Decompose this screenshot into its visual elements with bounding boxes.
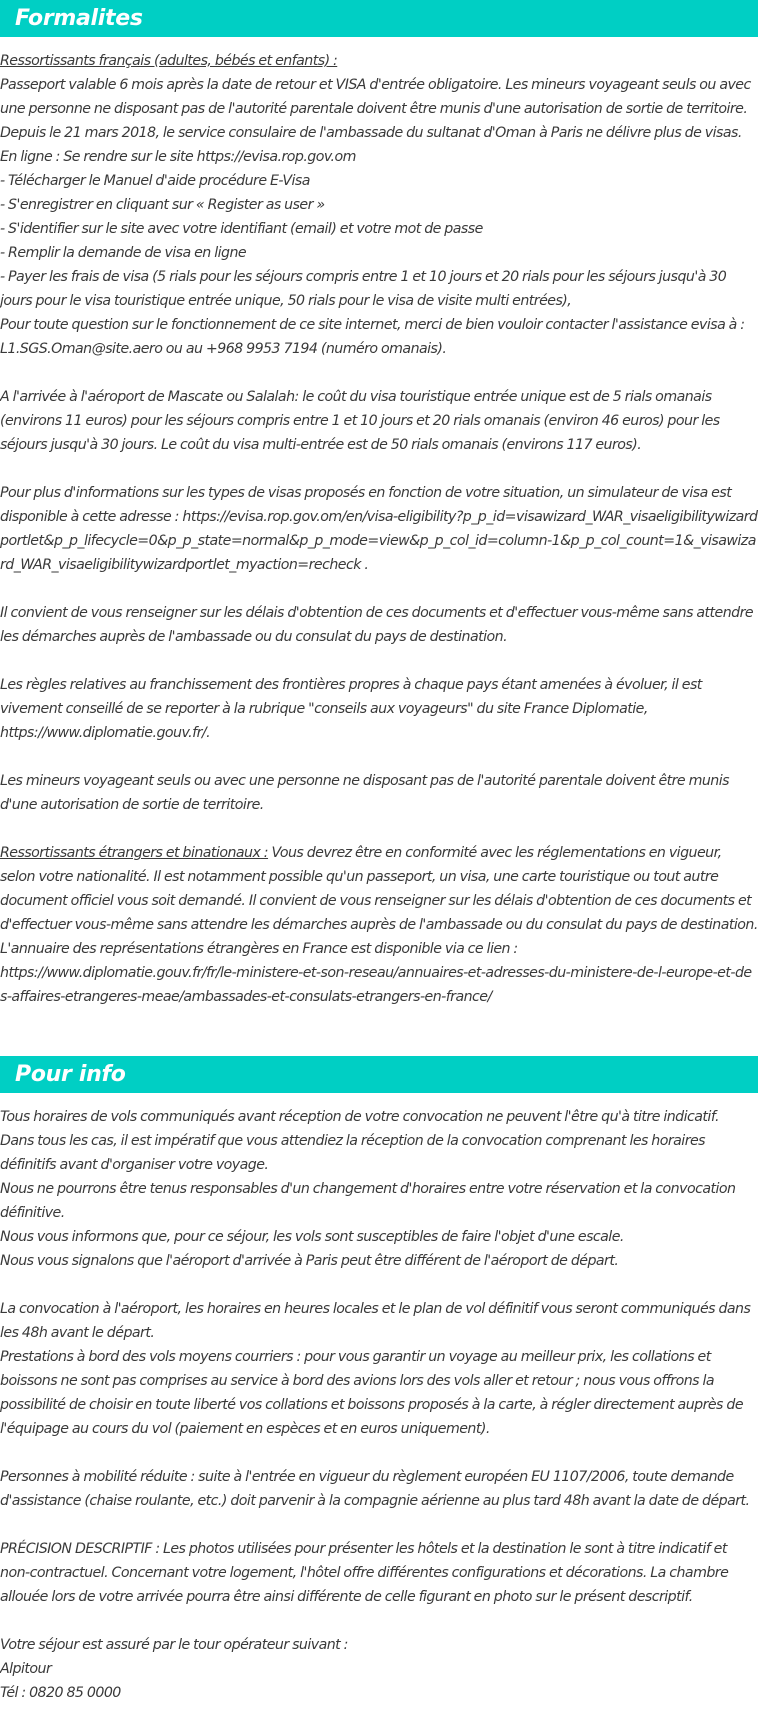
description-precision: PRÉCISION DESCRIPTIF : Les photos utilisées pour présenter les hôtels et la destination le sont à titre indicatif et non-contractuel. Concernant votre logement, l'hôtel offre différentes configurations et décorations. La chambre allouée lors de votre arrivée pourra être ainsi différente de celle figurant en photo sur le présent descriptif.	[0, 1541, 729, 1605]
arrival-visa-cost: A l'arrivée à l'aéroport de Mascate ou Salalah: le coût du visa touristique entrée unique est de 5 rials omanais (environs 11 euros) pour les séjours compris entre 1 et 10 jours et 20 rials omanais (environ 46 euros) pour les séjours jusqu'à 30 jours. Le coût du visa multi-entrée est de 50 rials omanais (environs 117 euros).	[0, 389, 720, 453]
visa-simulator-link[interactable]: https://evisa.rop.gov.om/en/visa-eligibility?p_p_id=visawizard_WAR_visaeligibilitywizardportlet&p_p_lifecycle=0&p_p_state=normal&p_p_mode=view&p_p_col_id=column-1&p_p_col_count=1&_visawizard_WAR_visaeligibilitywizardportlet_myaction=recheck .	[0, 509, 758, 573]
passport-requirement: Passeport valable 6 mois après la date de retour et VISA d'entrée obligatoire. Les mineurs voyageant seuls ou avec une personne ne disposant pas de l'autorité parentale doivent être munis d'une autorisation de sortie de territoire.	[0, 77, 751, 117]
operator-phone: Tél : 0820 85 0000	[0, 1685, 121, 1701]
consulate-notice: Depuis le 21 mars 2018, le service consulaire de l'ambassade du sultanat d'Oman à Paris ne délivre plus de visas.	[0, 125, 742, 141]
formalites-title: Formalites	[15, 6, 143, 31]
flight-times-indicative: Tous horaires de vols communiqués avant réception de votre convocation ne peuvent l'être qu'à titre indicatif.	[0, 1109, 719, 1125]
step-login: - S'identifier sur le site avec votre identifiant (email) et votre mot de passe	[0, 221, 483, 237]
convocation-48h: La convocation à l'aéroport, les horaires en heures locales et le plan de vol définitif vous seront communiqués dans les 48h avant le départ.	[0, 1301, 751, 1341]
step-pay-fees: - Payer les frais de visa (5 rials pour les séjours compris entre 1 et 10 jours et 20 rials pour les séjours jusqu'à 30 jours pour le visa touristique entrée unique, 50 rials pour le visa de visite multi entrées),	[0, 269, 727, 309]
delays-notice: Il convient de vous renseigner sur les délais d'obtention de ces documents et d'effectuer vous-même sans attendre les démarches auprès de l'ambassade ou du consulat du pays de destination.	[0, 605, 754, 645]
arrival-airport-notice: Nous vous signalons que l'aéroport d'arrivée à Paris peut être différent de l'aéroport de départ.	[0, 1253, 619, 1269]
formalites-header	[0, 0, 758, 37]
step-fill-request: - Remplir la demande de visa en ligne	[0, 245, 247, 261]
visa-simulator-text: Pour plus d'informations sur les types de visas proposés en fonction de votre situation, un simulateur de visa est disponible à cette adresse :	[0, 485, 732, 525]
annuaire-text: L'annuaire des représentations étrangères en France est disponible via ce lien :	[0, 941, 518, 957]
minors-notice: Les mineurs voyageant seuls ou avec une personne ne disposant pas de l'autorité parentale doivent être munis d'une autorisation de sortie de territoire.	[0, 773, 729, 813]
await-convocation: Dans tous les cas, il est impératif que vous attendiez la réception de la convocation comprenant les horaires définitifs avant d'organiser votre voyage.	[0, 1133, 706, 1173]
stopover-notice: Nous vous informons que, pour ce séjour, les vols sont susceptibles de faire l'objet d'une escale.	[0, 1229, 624, 1245]
evisa-contact: Pour toute question sur le fonctionnement de ce site internet, merci de bien vouloir contacter l'assistance evisa à : L1.SGS.Oman@site.aero ou au +968 9953 7194 (numéro omanais).	[0, 317, 745, 357]
foreign-nationals-paragraph	[0, 841, 758, 937]
online-instruction: En ligne : Se rendre sur le site https://evisa.rop.gov.om	[0, 149, 356, 165]
operator-name: Alpitour	[0, 1661, 52, 1677]
onboard-services: Prestations à bord des vols moyens courriers : pour vous garantir un voyage au meilleur prix, les collations et boissons ne sont pas comprises au service à bord des avions lors des vols aller et retour ; nous vous offrons la possibilité de choisir en toute liberté vos collations et boissons proposés à la carte, à régler directement auprès de l'équipage au cours du vol (paiement en espèces et en euros uniquement).	[0, 1349, 743, 1437]
french-nationals-label: Ressortissants français (adultes, bébés et enfants) :	[0, 53, 338, 69]
foreign-nationals-label: Ressortissants étrangers et binationaux :	[0, 845, 269, 861]
border-rules-notice: Les règles relatives au franchissement des frontières propres à chaque pays étant amenées à évoluer, il est vivement conseillé de se reporter à la rubrique "conseils aux voyageurs" du site France Diplomatie, https://www.diplomatie.gouv.fr/.	[0, 677, 702, 741]
step-download-manual: - Télécharger le Manuel d'aide procédure E-Visa	[0, 173, 310, 189]
schedule-change-liability: Nous ne pourrons être tenus responsables d'un changement d'horaires entre votre réservation et la convocation définitive.	[0, 1181, 736, 1221]
pour-info-header	[0, 1056, 758, 1093]
visa-simulator-paragraph	[0, 481, 758, 577]
foreign-nationals-text: Vous devrez être en conformité avec les réglementations en vigueur, selon votre nationalité. Il est notamment possible qu'un passeport, un visa, une carte touristique ou tout autre document officiel vous soit demandé. Il convient de vous renseigner sur les délais d'obtention de ces documents et d'effectuer vous-même sans attendre les démarches auprès de l'ambassade ou du consulat du pays de destination.	[0, 845, 758, 933]
formalites-body	[0, 37, 758, 1009]
pour-info-title: Pour info	[15, 1062, 126, 1087]
reduced-mobility-notice: Personnes à mobilité réduite : suite à l'entrée en vigueur du règlement européen EU 1107/2006, toute demande d'assistance (chaise roulante, etc.) doit parvenir à la compagnie aérienne au plus tard 48h avant la date de départ.	[0, 1469, 750, 1509]
annuaire-link[interactable]: https://www.diplomatie.gouv.fr/fr/le-ministere-et-son-reseau/annuaires-et-adresses-du-ministere-de-l-europe-et-des-affaires-etrangeres-meae/ambassades-et-consulats-etrangers-en-france/	[0, 965, 752, 1005]
operator-intro: Votre séjour est assuré par le tour opérateur suivant :	[0, 1637, 348, 1653]
step-register: - S'enregistrer en cliquant sur « Register as user »	[0, 197, 325, 213]
pour-info-body	[0, 1093, 758, 1705]
